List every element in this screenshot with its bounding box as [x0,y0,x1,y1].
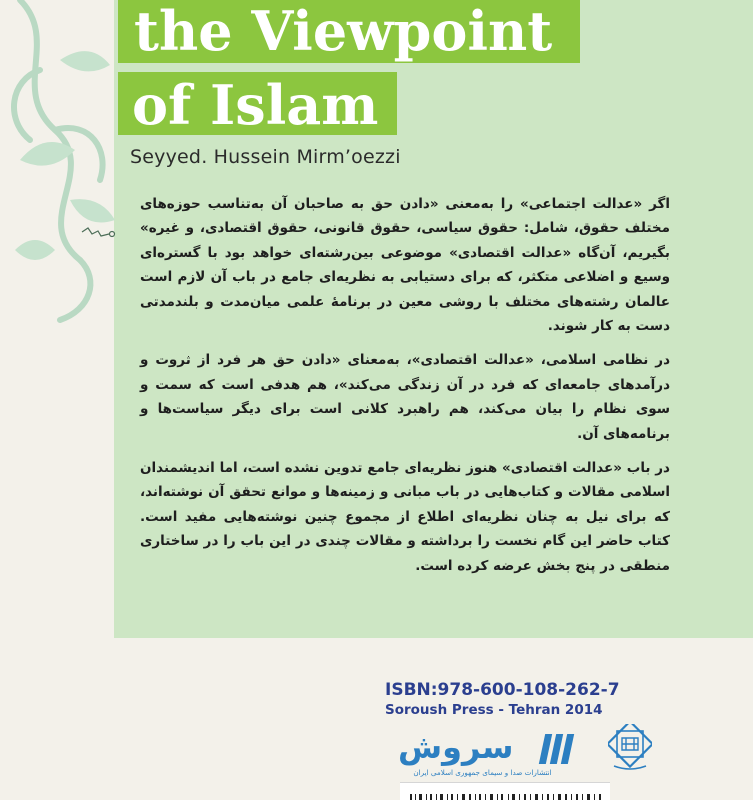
logo-subtitle: انتشارات صدا و سیمای جمهوری اسلامی ایران [413,768,552,777]
title-line-2: of Islam [118,72,397,135]
title-line-1: the Viewpoint [118,0,580,63]
soroush-stripes-icon [540,734,574,764]
logo-word: سروش [398,728,514,766]
barcode-icon [400,782,610,800]
blurb-text [140,192,670,588]
publisher-line: Soroush Press - Tehran 2014 [385,702,603,718]
blurb-paragraph-3: در باب «عدالت اقتصادی» هنوز نظریه‌ای جامع تدوین نشده است، اما اندیشمندان اسلامی مقالات و کتاب‌هایی در باب مبانی و زمینه‌ها و موانع تحقق آن نوشته‌اند، که برای نیل به چنان نظریه‌ای اطلاع از مجموع چنین نوشته‌هایی مفید است. کتاب حاضر این گام نخست را برداشته و مقالات چندی در این باب را در ساختاری منطقی در پنج بخش عرضه کرده است. [140,460,670,574]
author-name: Seyyed. Hussein Mirm’oezzi [130,146,401,168]
university-emblem-icon [608,724,652,772]
blurb-paragraph-1: اگر «عدالت اجتماعی» را به‌معنی «دادن حق به صاحبان آن به‌تناسب حوزه‌های مختلف حقوق، شامل: حقوق سیاسی، حقوق قانونی، حقوق اقتصادی، و غیره» بگیریم، آن‌گاه «عدالت اقتصادی» موضوعی بین‌رشته‌ای خواهد بود با گستره‌ای وسیع و اضلاعی متکثر، که برای دستیابی به نظریه‌ای جامع در باب آن لازم است عالمان رشته‌های مختلف با روشی معین در برنامهٔ علمی میان‌مدت و بلندمدتی دست به کار شوند. [140,196,670,335]
isbn: ISBN:978-600-108-262-7 [385,680,620,700]
soroush-logo [388,722,603,784]
floral-ornament-icon [0,0,130,340]
blurb-paragraph-2: در نظامی اسلامی، «عدالت اقتصادی»، به‌معنای «دادن حق هر فرد از ثروت و درآمدهای جامعه‌ای که فرد در آن زندگی می‌کند»، هم هدفی است که سمت و سوی نظام را بیان می‌کند، هم راهبرد کلانی است برای دیگر سیاست‌ها و برنامه‌های آن. [140,352,670,442]
